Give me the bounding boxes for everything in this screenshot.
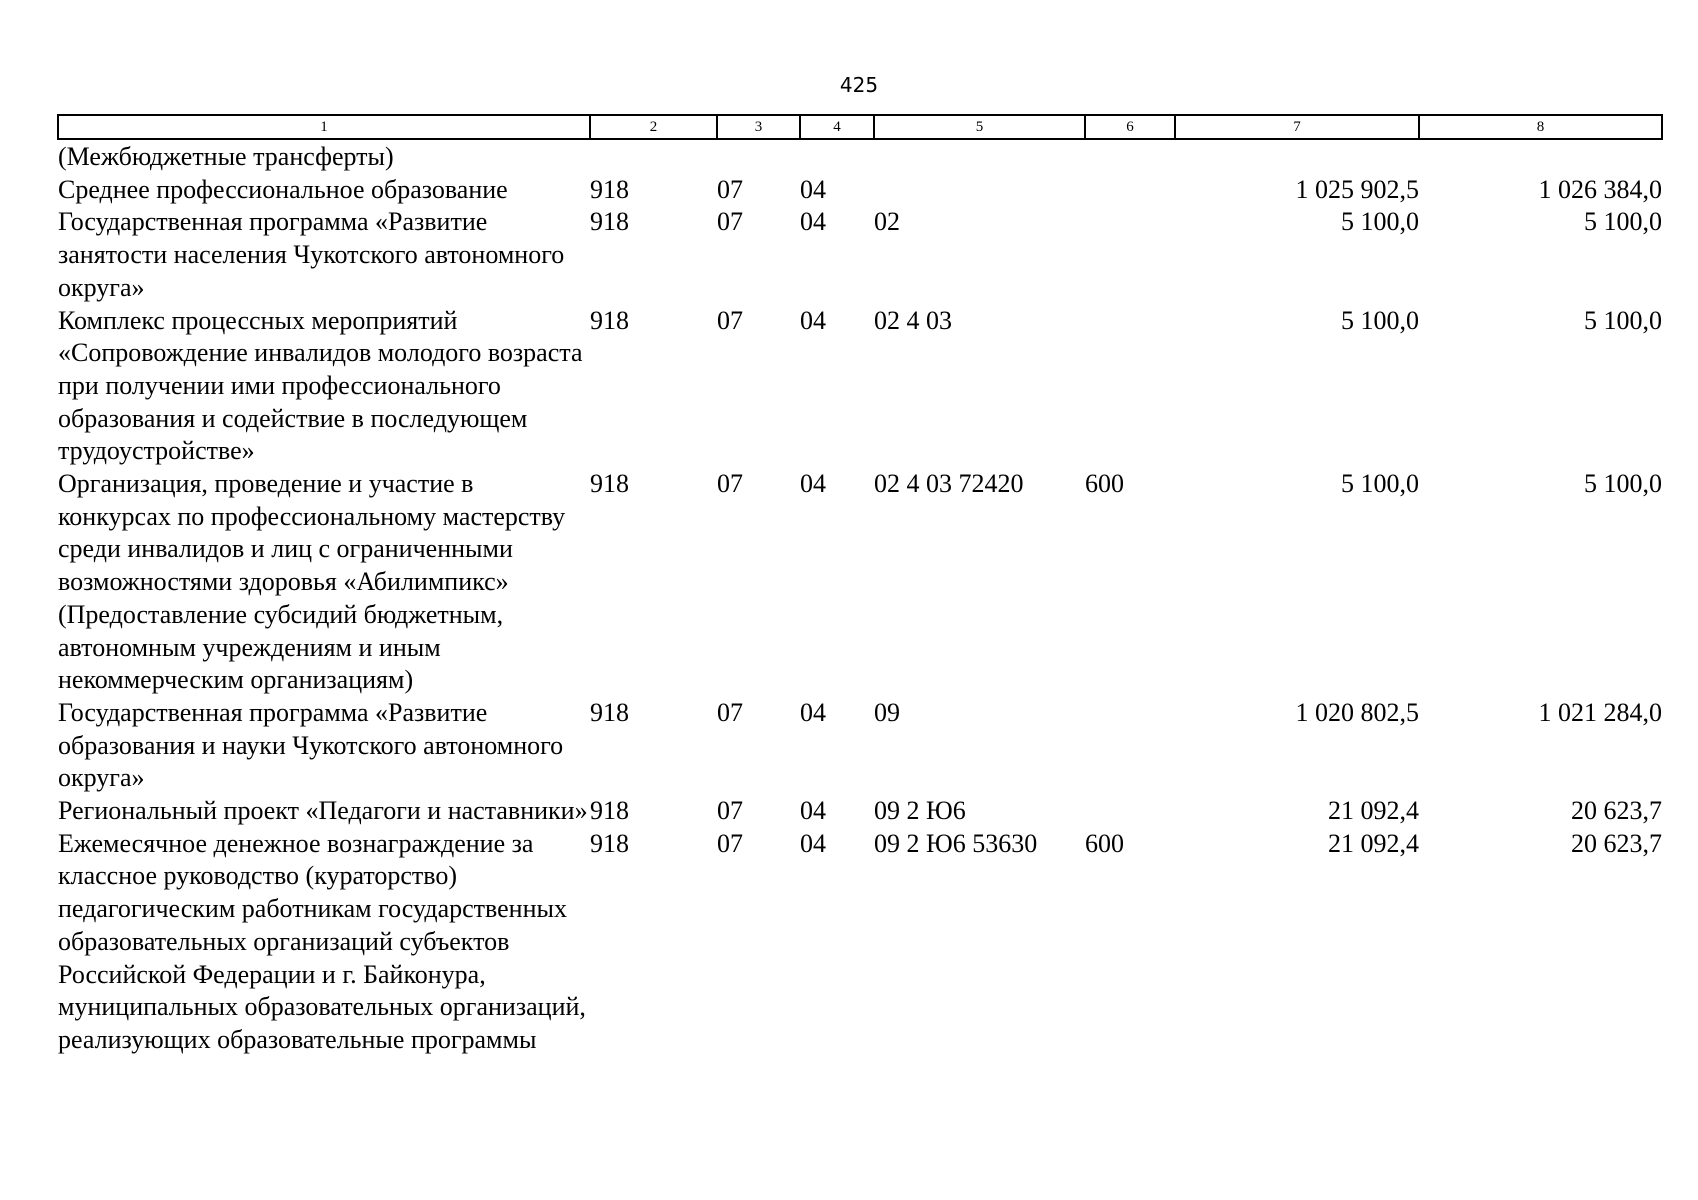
ministry-code: 918	[590, 207, 629, 237]
amount-col8: 1 026 384,0	[1538, 174, 1662, 204]
target-article-code	[874, 174, 1085, 207]
target-article-code	[874, 139, 1085, 174]
subsection-code: 04	[800, 207, 826, 237]
row-name: Ежемесячное денежное вознаграждение за классное руководство (кураторство) педагогическим работникам государственных образовательных организаций субъектов Российской Федерации и г. Байконура, муниципальных образовательных организаций, реализующих образовательные программы	[58, 828, 586, 1054]
amount-col7	[1175, 139, 1419, 174]
amount-col7: 5 100,0	[1341, 207, 1419, 237]
amount-col7: 5 100,0	[1341, 469, 1419, 499]
column-number-header: 6	[1085, 115, 1175, 139]
section-code: 07	[717, 796, 743, 826]
table-row	[58, 468, 1662, 697]
row-name: Региональный проект «Педагоги и наставники»	[58, 796, 588, 826]
amount-col7: 5 100,0	[1341, 305, 1419, 335]
row-name: Среднее профессиональное образование	[58, 174, 508, 204]
column-number-header: 1	[58, 115, 590, 139]
expense-type-code	[1085, 174, 1175, 207]
subsection-code: 04	[800, 469, 826, 499]
expense-type-code	[1085, 305, 1175, 469]
column-number-header: 8	[1419, 115, 1662, 139]
expense-type-code	[1085, 139, 1175, 174]
subsection-code: 04	[800, 305, 826, 335]
row-name: Комплекс процессных мероприятий «Сопровождение инвалидов молодого возраста при получении ими профессионального образования и содействие в последующем трудоустройстве»	[58, 305, 583, 466]
section-code: 07	[717, 469, 743, 499]
amount-col7: 21 092,4	[1328, 828, 1419, 858]
table-row	[58, 828, 1662, 1057]
expense-type-code: 600	[1085, 469, 1124, 499]
section-code: 07	[717, 697, 743, 727]
ministry-code: 918	[590, 469, 629, 499]
column-number-header: 7	[1175, 115, 1419, 139]
expense-type-code: 600	[1085, 828, 1124, 858]
subsection-code: 04	[800, 174, 826, 204]
table-row	[58, 174, 1662, 207]
target-article-code: 02 4 03	[874, 305, 952, 335]
amount-col8: 20 623,7	[1571, 796, 1662, 826]
row-name: (Межбюджетные трансферты)	[58, 142, 394, 171]
target-article-code: 09 2 Ю6	[874, 796, 966, 826]
expense-type-code	[1085, 795, 1175, 828]
column-number-header-row	[58, 115, 1662, 139]
target-article-code: 09 2 Ю6 53630	[874, 828, 1038, 858]
amount-col7: 1 020 802,5	[1295, 697, 1419, 727]
page-number: 425	[839, 73, 879, 97]
amount-col8: 5 100,0	[1584, 469, 1662, 499]
table-row	[58, 697, 1662, 795]
ministry-code: 918	[590, 828, 629, 858]
amount-col8: 20 623,7	[1571, 828, 1662, 858]
amount-col8	[1419, 139, 1662, 174]
column-number-header: 2	[590, 115, 717, 139]
section-code: 07	[717, 207, 743, 237]
amount-col8: 5 100,0	[1584, 207, 1662, 237]
subsection-code	[800, 139, 874, 174]
expense-type-code	[1085, 697, 1175, 795]
ministry-code: 918	[590, 305, 629, 335]
ministry-code: 918	[590, 174, 629, 204]
ministry-code	[590, 139, 717, 174]
budget-table	[57, 114, 1663, 1057]
table-row	[58, 139, 1662, 174]
subsection-code: 04	[800, 796, 826, 826]
target-article-code: 02 4 03 72420	[874, 469, 1024, 499]
target-article-code: 09	[874, 697, 900, 727]
column-number-header: 4	[800, 115, 874, 139]
table-row	[58, 206, 1662, 304]
subsection-code: 04	[800, 828, 826, 858]
table-row	[58, 795, 1662, 828]
row-name: Государственная программа «Развитие образования и науки Чукотского автономного округа»	[58, 697, 564, 793]
section-code: 07	[717, 828, 743, 858]
section-code	[717, 139, 800, 174]
amount-col7: 1 025 902,5	[1295, 174, 1419, 204]
target-article-code: 02	[874, 207, 900, 237]
column-number-header: 5	[874, 115, 1085, 139]
column-number-header: 3	[717, 115, 800, 139]
table-row	[58, 305, 1662, 469]
amount-col7: 21 092,4	[1328, 796, 1419, 826]
ministry-code: 918	[590, 697, 629, 727]
amount-col8: 1 021 284,0	[1538, 697, 1662, 727]
subsection-code: 04	[800, 697, 826, 727]
row-name: Государственная программа «Развитие занятости населения Чукотского автономного округа»	[58, 207, 565, 302]
section-code: 07	[717, 305, 743, 335]
section-code: 07	[717, 174, 743, 204]
row-name: Организация, проведение и участие в конкурсах по профессиональному мастерству среди инвалидов и лиц с ограниченными возможностями здоровья «Абилимпикс» (Предоставление субсидий бюджетным, автономным учреждениям и иным некоммерческим организациям)	[58, 469, 566, 695]
expense-type-code	[1085, 206, 1175, 304]
ministry-code: 918	[590, 796, 629, 826]
amount-col8: 5 100,0	[1584, 305, 1662, 335]
